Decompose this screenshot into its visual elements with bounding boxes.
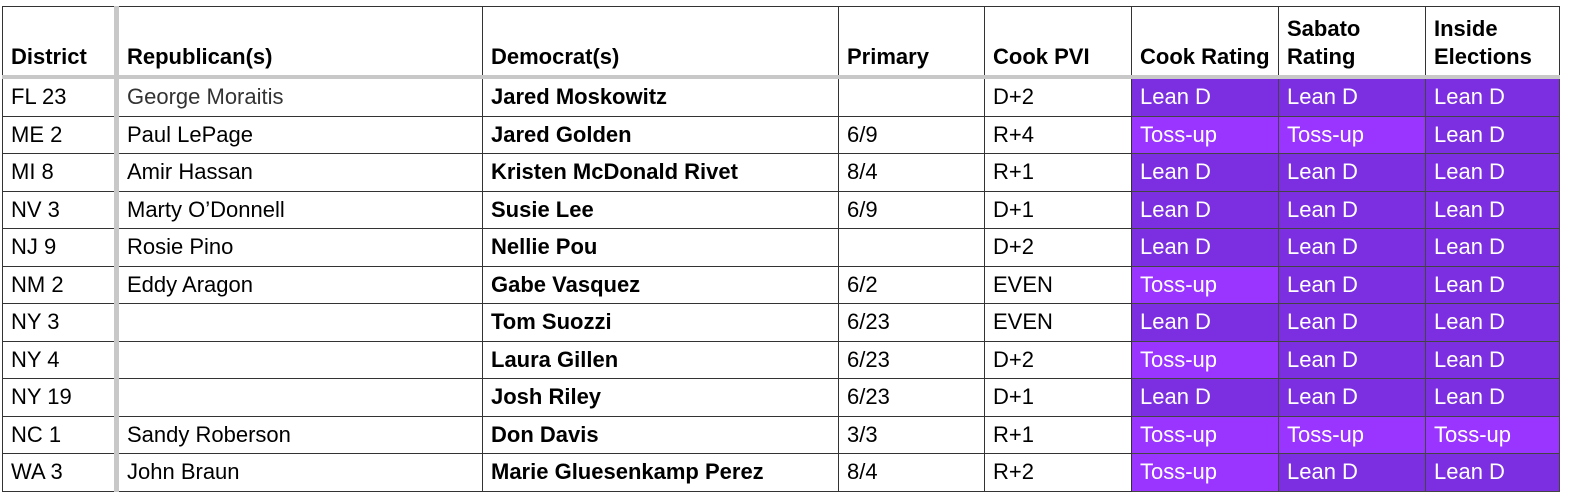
inside-elections-cell[interactable]: Lean D (1426, 341, 1560, 379)
primary-cell[interactable]: 3/3 (839, 416, 985, 454)
primary-cell[interactable]: 6/23 (839, 304, 985, 342)
republican-cell[interactable]: George Moraitis (117, 77, 483, 116)
cook-pvi-cell[interactable]: D+1 (985, 191, 1132, 229)
primary-cell[interactable]: 8/4 (839, 154, 985, 192)
cook-rating-cell[interactable]: Lean D (1132, 154, 1279, 192)
democrat-cell[interactable]: Laura Gillen (483, 341, 839, 379)
cook-pvi-cell[interactable]: EVEN (985, 304, 1132, 342)
primary-cell[interactable]: 8/4 (839, 454, 985, 492)
cook-pvi-cell[interactable]: R+2 (985, 454, 1132, 492)
sabato-rating-cell[interactable]: Lean D (1279, 341, 1426, 379)
cook-rating-cell[interactable]: Lean D (1132, 77, 1279, 116)
primary-cell[interactable]: 6/23 (839, 341, 985, 379)
cook-rating-cell[interactable]: Toss-up (1132, 266, 1279, 304)
primary-cell[interactable]: 6/9 (839, 191, 985, 229)
district-cell[interactable]: NM 2 (3, 266, 117, 304)
sabato-rating-cell[interactable]: Lean D (1279, 191, 1426, 229)
sabato-rating-cell[interactable]: Lean D (1279, 304, 1426, 342)
republican-cell[interactable] (117, 341, 483, 379)
cook-rating-cell[interactable]: Lean D (1132, 229, 1279, 267)
inside-elections-cell[interactable]: Lean D (1426, 379, 1560, 417)
district-cell[interactable]: NY 4 (3, 341, 117, 379)
sabato-rating-cell[interactable]: Lean D (1279, 379, 1426, 417)
header-inside-elections[interactable]: Inside Elections (1426, 7, 1560, 78)
democrat-cell[interactable]: Marie Gluesenkamp Perez (483, 454, 839, 492)
inside-elections-cell[interactable]: Lean D (1426, 116, 1560, 154)
republican-cell[interactable]: Amir Hassan (117, 154, 483, 192)
cook-rating-cell[interactable]: Toss-up (1132, 454, 1279, 492)
inside-elections-cell[interactable]: Lean D (1426, 266, 1560, 304)
sabato-rating-cell[interactable]: Toss-up (1279, 116, 1426, 154)
democrat-cell[interactable]: Don Davis (483, 416, 839, 454)
table-row (3, 229, 1560, 267)
header-cook-pvi[interactable]: Cook PVI (985, 7, 1132, 78)
table-row (3, 154, 1560, 192)
races-table (2, 6, 1560, 492)
cook-pvi-cell[interactable]: R+1 (985, 154, 1132, 192)
inside-elections-cell[interactable]: Lean D (1426, 304, 1560, 342)
primary-cell[interactable]: 6/9 (839, 116, 985, 154)
header-primary[interactable]: Primary (839, 7, 985, 78)
cook-rating-cell[interactable]: Lean D (1132, 304, 1279, 342)
democrat-cell[interactable]: Jared Moskowitz (483, 77, 839, 116)
cook-pvi-cell[interactable]: D+2 (985, 77, 1132, 116)
table-row (3, 77, 1560, 116)
district-cell[interactable]: MI 8 (3, 154, 117, 192)
header-sabato-rating[interactable]: Sabato Rating (1279, 7, 1426, 78)
header-district[interactable]: District (3, 7, 117, 78)
democrat-cell[interactable]: Tom Suozzi (483, 304, 839, 342)
sabato-rating-cell[interactable]: Lean D (1279, 229, 1426, 267)
district-cell[interactable]: NY 19 (3, 379, 117, 417)
democrat-cell[interactable]: Josh Riley (483, 379, 839, 417)
republican-cell[interactable]: Paul LePage (117, 116, 483, 154)
republican-cell[interactable] (117, 379, 483, 417)
primary-cell[interactable] (839, 229, 985, 267)
inside-elections-cell[interactable]: Lean D (1426, 191, 1560, 229)
primary-cell[interactable] (839, 77, 985, 116)
democrat-cell[interactable]: Jared Golden (483, 116, 839, 154)
republican-cell[interactable] (117, 304, 483, 342)
header-democrat[interactable]: Democrat(s) (483, 7, 839, 78)
democrat-cell[interactable]: Kristen McDonald Rivet (483, 154, 839, 192)
cook-pvi-cell[interactable]: D+2 (985, 341, 1132, 379)
republican-cell[interactable]: Sandy Roberson (117, 416, 483, 454)
cook-pvi-cell[interactable]: D+2 (985, 229, 1132, 267)
cook-rating-cell[interactable]: Toss-up (1132, 116, 1279, 154)
democrat-cell[interactable]: Susie Lee (483, 191, 839, 229)
table-row (3, 266, 1560, 304)
district-cell[interactable]: FL 23 (3, 77, 117, 116)
table-row (3, 454, 1560, 492)
cook-rating-cell[interactable]: Toss-up (1132, 341, 1279, 379)
republican-cell[interactable]: Rosie Pino (117, 229, 483, 267)
cook-rating-cell[interactable]: Lean D (1132, 191, 1279, 229)
district-cell[interactable]: WA 3 (3, 454, 117, 492)
table-row (3, 379, 1560, 417)
inside-elections-cell[interactable]: Lean D (1426, 77, 1560, 116)
table-row (3, 191, 1560, 229)
primary-cell[interactable]: 6/23 (839, 379, 985, 417)
header-republican[interactable]: Republican(s) (117, 7, 483, 78)
republican-cell[interactable]: Marty O’Donnell (117, 191, 483, 229)
sabato-rating-cell[interactable]: Lean D (1279, 154, 1426, 192)
inside-elections-cell[interactable]: Lean D (1426, 154, 1560, 192)
district-cell[interactable]: NV 3 (3, 191, 117, 229)
table-row (3, 116, 1560, 154)
sabato-rating-cell[interactable]: Lean D (1279, 77, 1426, 116)
table-row (3, 341, 1560, 379)
cook-pvi-cell[interactable]: D+1 (985, 379, 1132, 417)
inside-elections-cell[interactable]: Lean D (1426, 454, 1560, 492)
democrat-cell[interactable]: Gabe Vasquez (483, 266, 839, 304)
republican-cell[interactable]: Eddy Aragon (117, 266, 483, 304)
sabato-rating-cell[interactable]: Toss-up (1279, 416, 1426, 454)
cook-rating-cell[interactable]: Lean D (1132, 379, 1279, 417)
inside-elections-cell[interactable]: Lean D (1426, 229, 1560, 267)
cook-pvi-cell[interactable]: R+1 (985, 416, 1132, 454)
democrat-cell[interactable]: Nellie Pou (483, 229, 839, 267)
district-cell[interactable]: NJ 9 (3, 229, 117, 267)
table-row (3, 416, 1560, 454)
table-row (3, 304, 1560, 342)
district-cell[interactable]: ME 2 (3, 116, 117, 154)
sabato-rating-cell[interactable]: Lean D (1279, 454, 1426, 492)
cook-rating-cell[interactable]: Toss-up (1132, 416, 1279, 454)
primary-cell[interactable]: 6/2 (839, 266, 985, 304)
republican-cell[interactable]: John Braun (117, 454, 483, 492)
sabato-rating-cell[interactable]: Lean D (1279, 266, 1426, 304)
inside-elections-cell[interactable]: Toss-up (1426, 416, 1560, 454)
header-row (3, 7, 1560, 78)
cook-pvi-cell[interactable]: EVEN (985, 266, 1132, 304)
table-body (3, 77, 1560, 491)
district-cell[interactable]: NC 1 (3, 416, 117, 454)
district-cell[interactable]: NY 3 (3, 304, 117, 342)
header-cook-rating[interactable]: Cook Rating (1132, 7, 1279, 78)
cook-pvi-cell[interactable]: R+4 (985, 116, 1132, 154)
